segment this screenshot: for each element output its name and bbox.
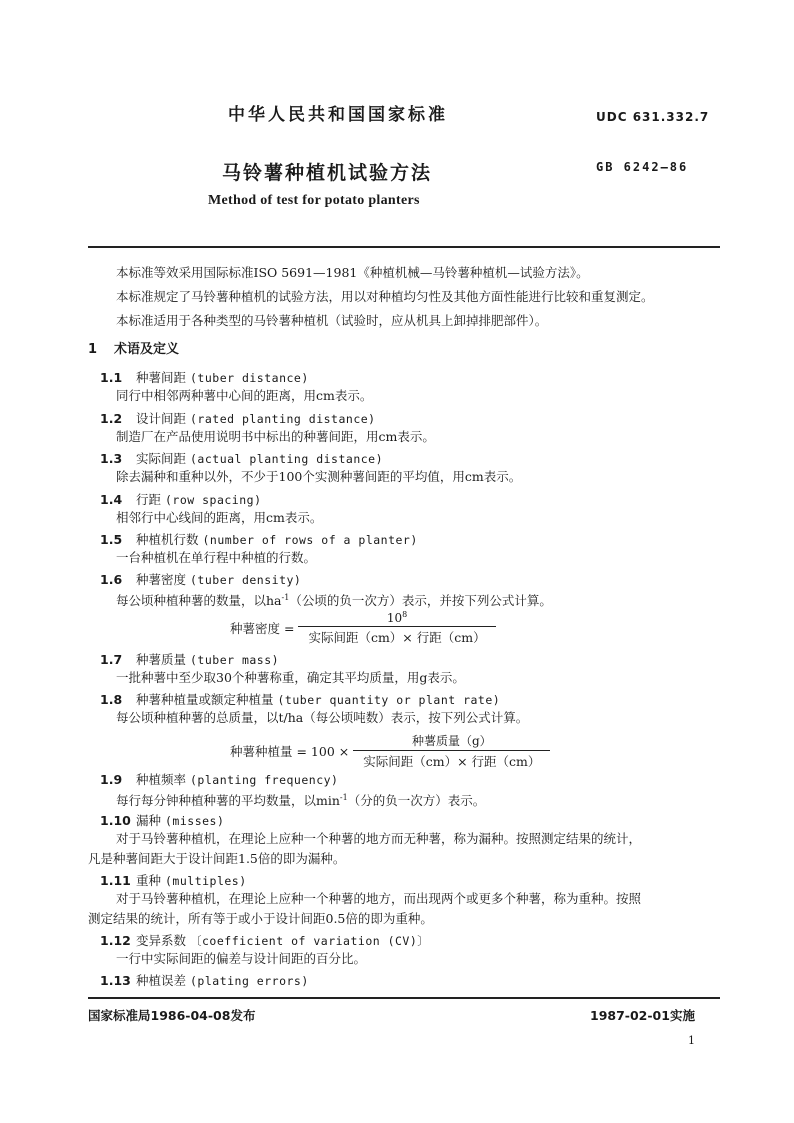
formula-fraction (353, 732, 550, 770)
term-1-3: 1.3 实际间距 (actual planting distance) (100, 451, 384, 466)
term-1-2: 1.2 设计间距 (rated planting distance) (100, 411, 376, 426)
footer-rule (88, 997, 720, 999)
definition-1-3: 除去漏种和重种以外，不少于100个实测种薯间距的平均值，用cm表示。 (116, 469, 522, 484)
effective-date: 1987-02-01实施 (590, 1008, 695, 1023)
term-1-5: 1.5 种植机行数 (number of rows of a planter) (100, 532, 418, 547)
definition-1-12: 一行中实际间距的偏差与设计间距的百分比。 (116, 951, 367, 966)
term-1-10: 1.10 漏种 (misses) (100, 813, 225, 828)
formula-lhs: 种薯种植量 = 100 × (230, 744, 350, 759)
definition-1-5: 一台种植机在单行程中种植的行数。 (116, 550, 317, 565)
header-rule (88, 246, 720, 248)
definition-1-2: 制造厂在产品使用说明书中标出的种薯间距，用cm表示。 (116, 429, 435, 444)
document-title: 马铃薯种植机试验方法 (222, 162, 433, 184)
intro-paragraph-1: 本标准等效采用国际标准ISO 5691—1981《种植机械—马铃薯种植机—试验方法》。 (116, 265, 589, 280)
definition-1-1: 同行中相邻两种薯中心间的距离，用cm表示。 (116, 388, 373, 403)
intro-paragraph-3: 本标准适用于各种类型的马铃薯种植机（试验时，应从机具上卸掉排肥部件）。 (116, 313, 548, 328)
formula-denominator: 实际间距（cm）× 行距（cm） (353, 750, 550, 770)
formula-numerator: $10^8$ (386, 610, 408, 625)
definition-1-9: 每行每分钟种植种薯的平均数量，以$\min^{-1}$（分的负一次方）表示。 (116, 793, 486, 809)
page-number: 1 (688, 1034, 695, 1047)
standard-title: 中华人民共和国国家标准 (228, 105, 448, 125)
definition-1-11-line-2: 测定结果的统计，所有等于或小于设计间距0.5倍的即为重种。 (88, 911, 433, 926)
formula-tuber-quantity (230, 732, 550, 770)
udc-code: UDC 631.332.7 (596, 110, 710, 124)
formula-tuber-density (230, 610, 496, 646)
term-1-1: 1.1 种薯间距 (tuber distance) (100, 370, 309, 385)
definition-1-10-line-1: 对于马铃薯种植机，在理论上应种一个种薯的地方而无种薯，称为漏种。按照测定结果的统计， (116, 831, 642, 846)
definition-1-8: 每公顷种植种薯的总质量，以t/ha（每公顷吨数）表示，按下列公式计算。 (116, 710, 529, 725)
definition-1-6: 每公顷种植种薯的数量，以$ha^{-1}$（公顷的负一次方）表示，并按下列公式计算。 (116, 593, 552, 609)
issue-date: 国家标准局1986-04-08发布 (88, 1008, 256, 1023)
term-1-9: 1.9 种植频率 (planting frequency) (100, 772, 339, 787)
definition-1-11-line-1: 对于马铃薯种植机，在理论上应种一个种薯的地方，而出现两个或更多个种薯，称为重种。按照 (116, 891, 642, 906)
document-title-english: Method of test for potato planters (208, 193, 420, 208)
definition-1-4: 相邻行中心线间的距离，用cm表示。 (116, 510, 323, 525)
term-1-6: 1.6 种薯密度 (tuber density) (100, 572, 302, 587)
definition-1-7: 一批种薯中至少取30个种薯称重，确定其平均质量，用g表示。 (116, 670, 465, 685)
gb-code: GB 6242—86 (596, 160, 689, 174)
formula-denominator: 实际间距（cm）× 行距（cm） (298, 626, 495, 646)
section-heading-1: 1 术语及定义 (88, 342, 180, 357)
intro-paragraph-2: 本标准规定了马铃薯种植机的试验方法，用以对种植均匀性及其他方面性能进行比较和重复测定。 (116, 289, 654, 304)
formula-lhs: 种薯密度 = (230, 621, 295, 636)
term-1-13: 1.13 种植误差 (plating errors) (100, 973, 309, 988)
definition-1-10-line-2: 凡是种薯间距大于设计间距1.5倍的即为漏种。 (88, 851, 346, 866)
term-1-11: 1.11 重种 (multiples) (100, 873, 247, 888)
term-1-4: 1.4 行距 (row spacing) (100, 492, 262, 507)
formula-numerator: 种薯质量（g） (411, 734, 492, 748)
formula-fraction (298, 610, 495, 646)
term-1-12: 1.12 变异系数 〔coefficient of variation (CV)〕 (100, 933, 430, 948)
term-1-8: 1.8 种薯种植量或额定种植量 (tuber quantity or plant rate) (100, 692, 501, 707)
term-1-7: 1.7 种薯质量 (tuber mass) (100, 652, 280, 667)
